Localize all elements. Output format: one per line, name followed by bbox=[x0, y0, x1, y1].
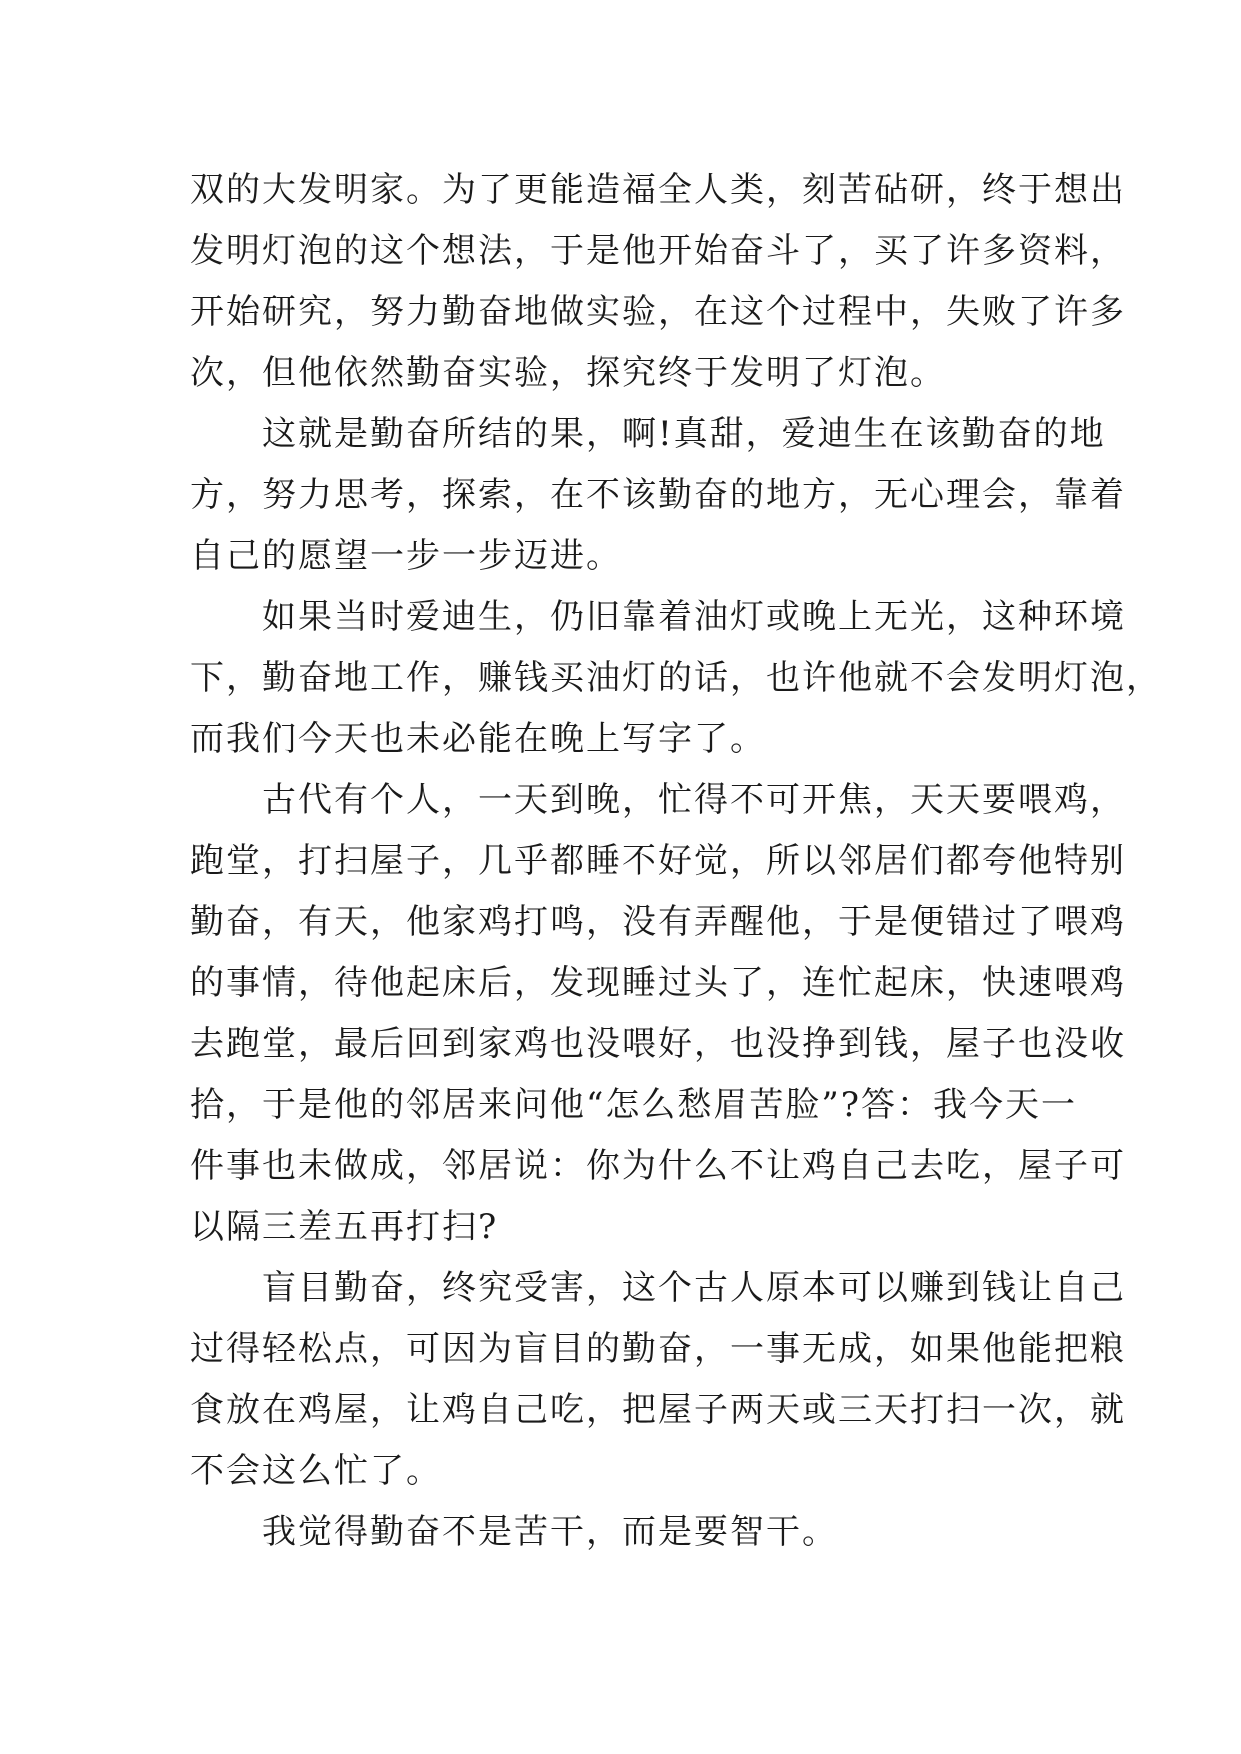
text-line: 不会这么忙了。 bbox=[190, 1451, 442, 1491]
text-line: 下，勤奋地工作，赚钱买油灯的话，也许他就不会发明灯泡， bbox=[190, 658, 1162, 698]
essay-body bbox=[190, 160, 1162, 1563]
text-line: 方，努力思考，探索，在不该勤奋的地方，无心理会，靠着 bbox=[190, 475, 1126, 515]
text-line: 跑堂，打扫屋子，几乎都睡不好觉，所以邻居们都夸他特别 bbox=[190, 841, 1126, 881]
text-line: 过得轻松点，可因为盲目的勤奋，一事无成，如果他能把粮 bbox=[190, 1329, 1126, 1369]
text-line: 古代有个人，一天到晚，忙得不可开焦，天天要喂鸡， bbox=[190, 780, 1126, 820]
text-line: 我觉得勤奋不是苦干，而是要智干。 bbox=[190, 1512, 838, 1552]
text-line: 这就是勤奋所结的果，啊!真甜，爱迪生在该勤奋的地 bbox=[190, 414, 1106, 454]
text-line: 次，但他依然勤奋实验，探究终于发明了灯泡。 bbox=[190, 353, 946, 393]
text-line: 双的大发明家。为了更能造福全人类，刻苦砧研，终于想出 bbox=[190, 170, 1126, 210]
text-line: 勤奋，有天，他家鸡打鸣，没有弄醒他，于是便错过了喂鸡 bbox=[190, 902, 1126, 942]
text-line: 如果当时爱迪生，仍旧靠着油灯或晚上无光，这种环境 bbox=[190, 597, 1126, 637]
text-line: 拾，于是他的邻居来问他“怎么愁眉苦脸”?答：我今天一 bbox=[190, 1085, 1077, 1125]
text-line: 开始研究，努力勤奋地做实验，在这个过程中，失败了许多 bbox=[190, 292, 1126, 332]
text-line: 自己的愿望一步一步迈进。 bbox=[190, 536, 622, 576]
text-line: 发明灯泡的这个想法，于是他开始奋斗了，买了许多资料， bbox=[190, 231, 1126, 271]
text-line: 盲目勤奋，终究受害，这个古人原本可以赚到钱让自己 bbox=[190, 1268, 1126, 1308]
text-line: 食放在鸡屋，让鸡自己吃，把屋子两天或三天打扫一次，就 bbox=[190, 1390, 1126, 1430]
text-line: 而我们今天也未必能在晚上写字了。 bbox=[190, 719, 766, 759]
text-line: 的事情，待他起床后，发现睡过头了，连忙起床，快速喂鸡 bbox=[190, 963, 1126, 1003]
text-line: 以隔三差五再打扫? bbox=[190, 1207, 499, 1247]
text-line: 去跑堂，最后回到家鸡也没喂好，也没挣到钱，屋子也没收 bbox=[190, 1024, 1126, 1064]
text-line: 件事也未做成，邻居说：你为什么不让鸡自己去吃，屋子可 bbox=[190, 1146, 1126, 1186]
